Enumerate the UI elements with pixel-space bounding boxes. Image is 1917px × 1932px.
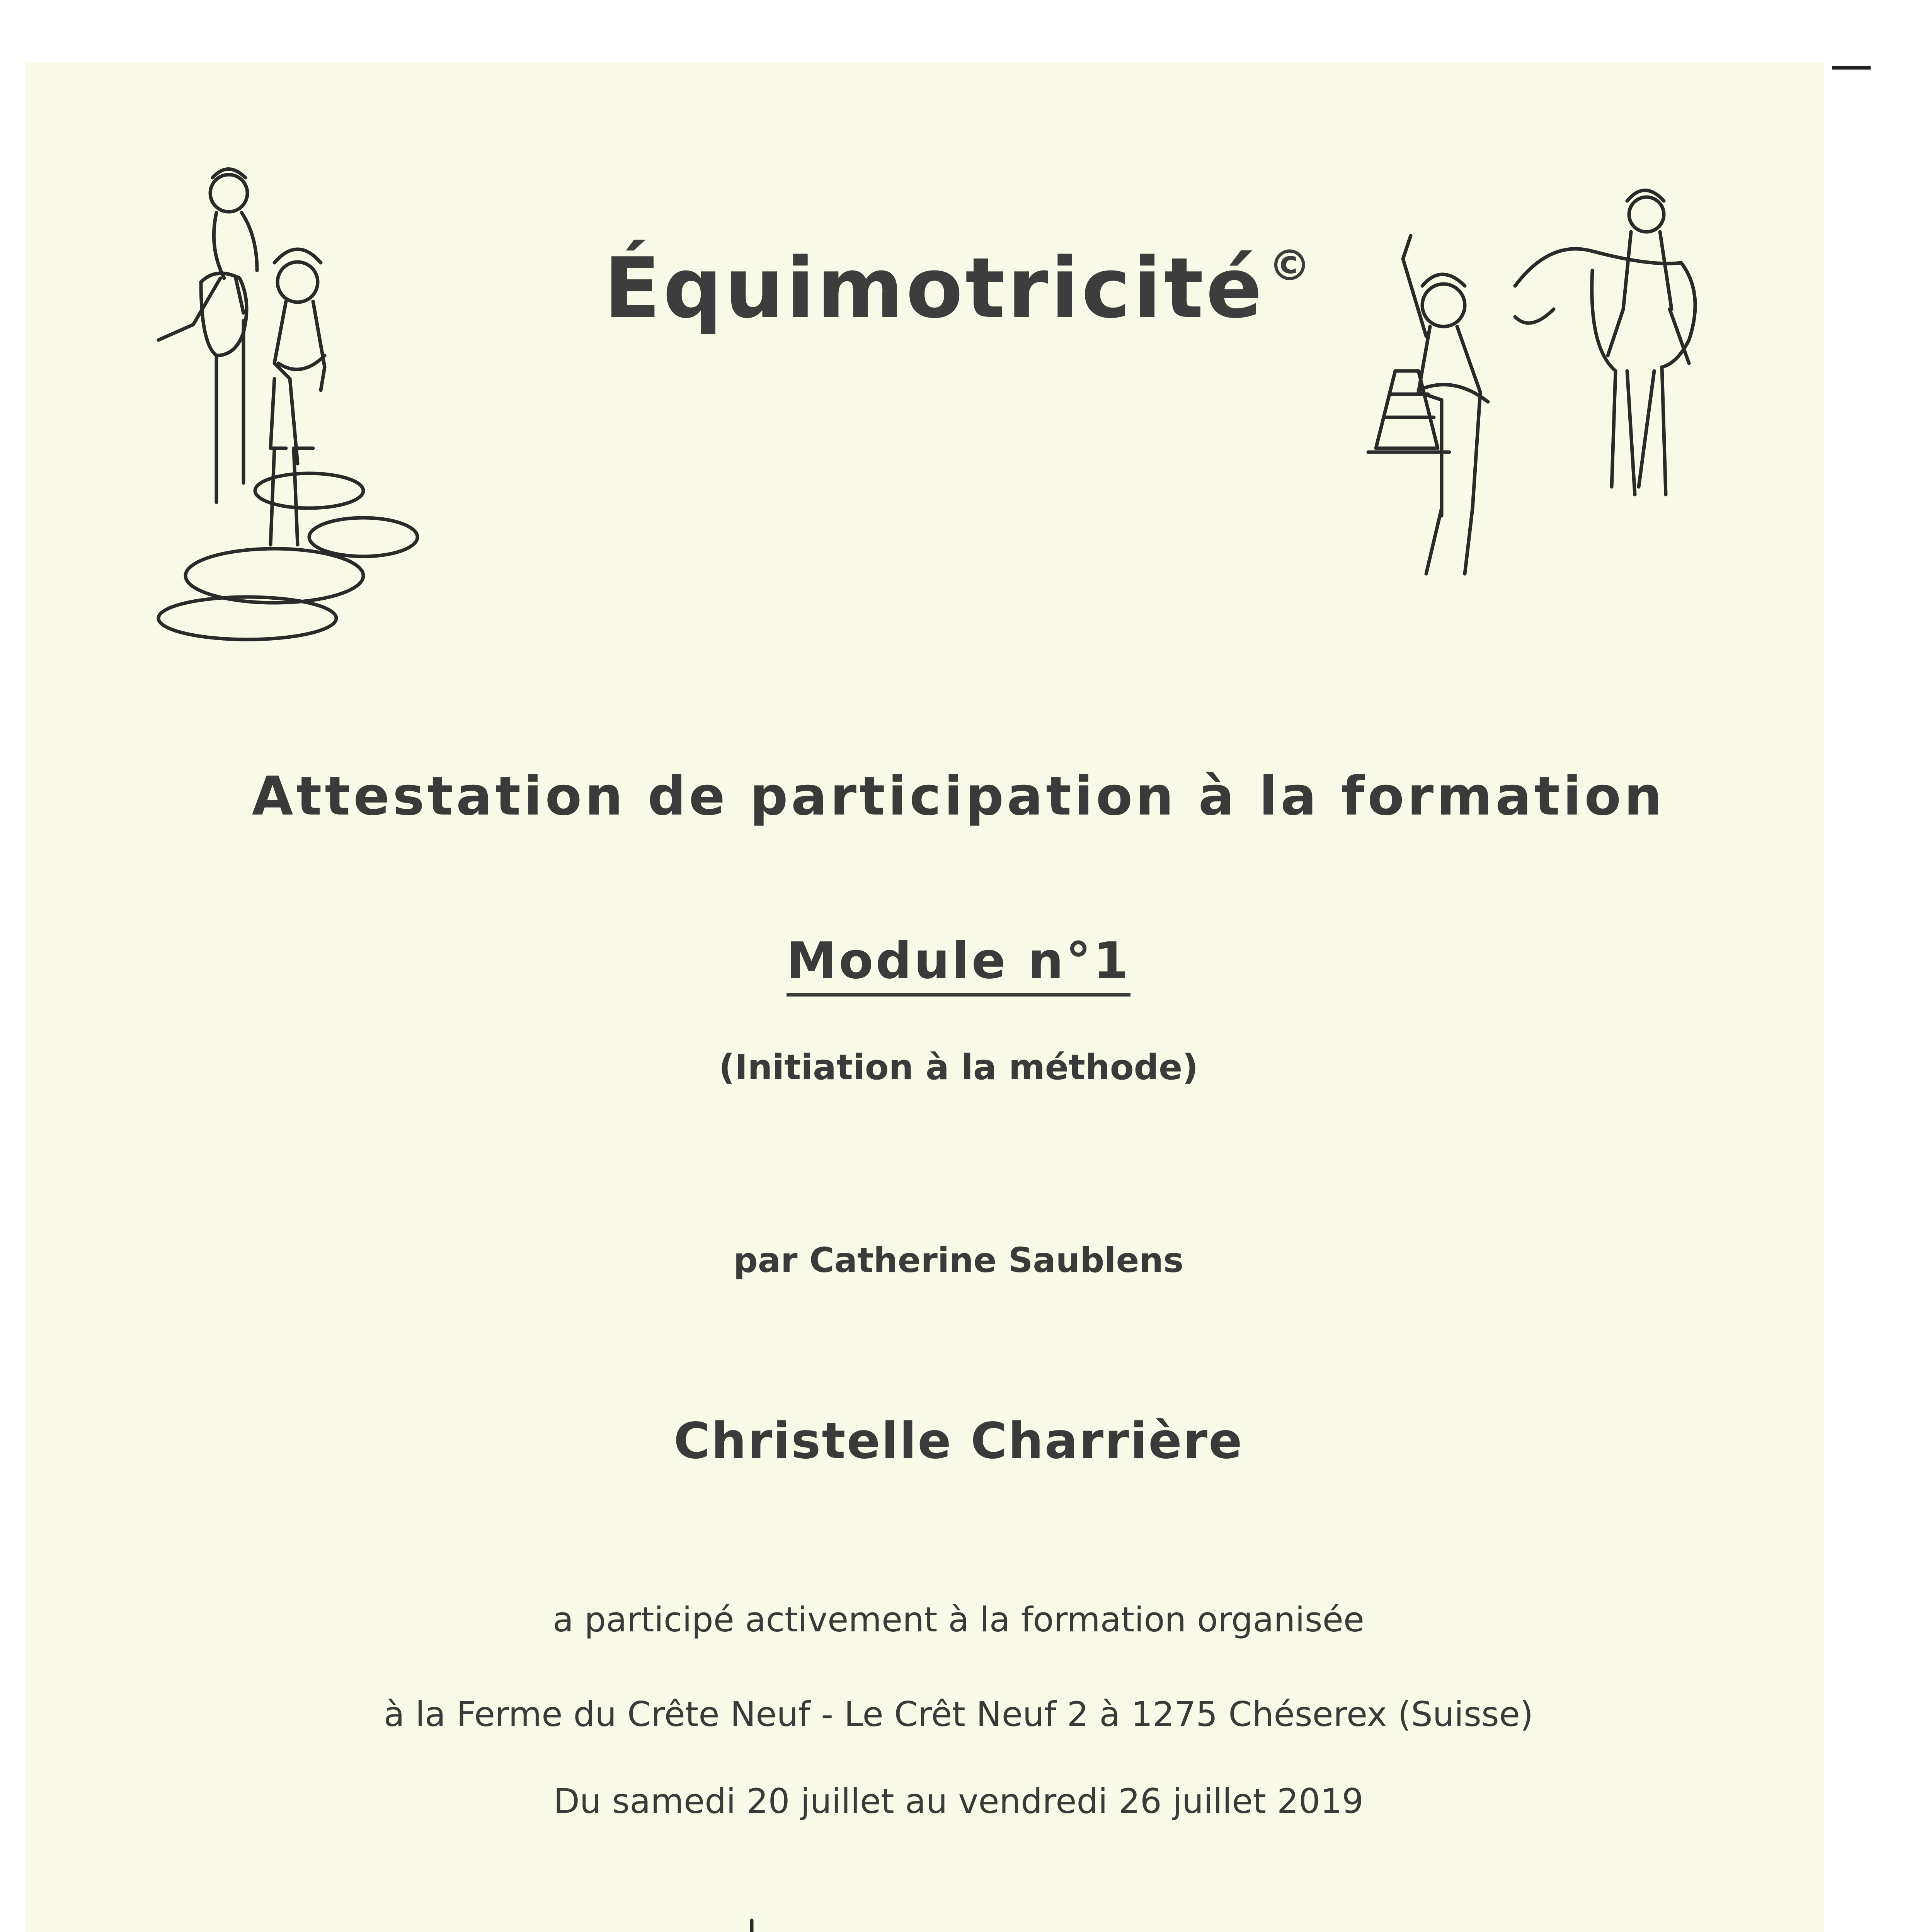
- participant-name: Christelle Charrière: [674, 1412, 1243, 1470]
- illustration-pony-ball: [618, 1913, 1159, 1932]
- training-dates: Du samedi 20 juillet au vendredi 26 juillet 2019: [553, 1781, 1364, 1821]
- title-text: Équimotricité: [604, 240, 1265, 337]
- participation-statement: a participé activement à la formation organisée: [553, 1600, 1364, 1639]
- certificate-title: [0, 240, 1917, 337]
- copyright-mark: ©: [1268, 241, 1313, 290]
- illustration-pony-cone: [1360, 170, 1708, 603]
- module-label: Module n°1: [787, 931, 1130, 997]
- module-title: [0, 931, 1917, 990]
- illustration-pony-hoops: [147, 155, 441, 641]
- scan-edge-mark: [1832, 66, 1871, 70]
- attestation-heading: Attestation de participation à la formation: [252, 765, 1665, 827]
- trainer-name: par Catherine Saublens: [733, 1240, 1184, 1280]
- training-location: à la Ferme du Crête Neuf - Le Crêt Neuf 2 à 1275 Chéserex (Suisse): [383, 1694, 1534, 1734]
- module-subtitle: (Initiation à la méthode): [718, 1047, 1199, 1088]
